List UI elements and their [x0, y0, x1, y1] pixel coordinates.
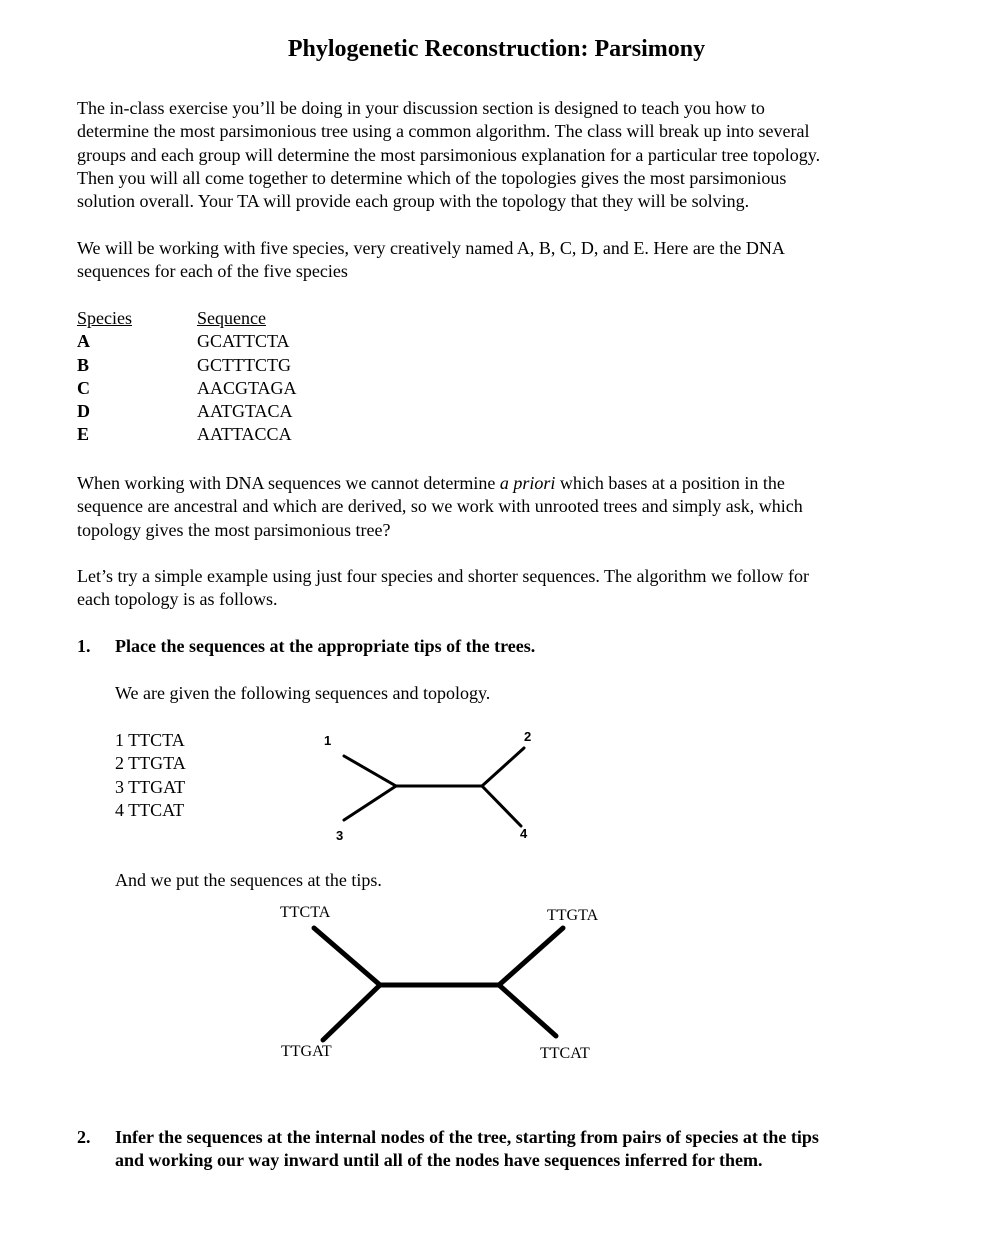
unrooted-line: topology gives the most parsimonious tree? — [77, 519, 391, 540]
page-title: Phylogenetic Reconstruction: Parsimony — [287, 36, 706, 62]
tip-label-2: 2 — [524, 729, 532, 744]
example-line: Let’s try a simple example using just four species and shorter sequences. The algorithm we follow for — [77, 566, 809, 586]
sequence-cell: GCTTTCTG — [197, 354, 291, 375]
species-cell: C — [77, 377, 90, 398]
species-cell: E — [77, 424, 90, 445]
tree-branch-ttgta — [499, 928, 563, 985]
intro-line: Then you will all come together to determine which of the topologies gives the most parsimonious — [77, 167, 787, 188]
unrooted-line: sequence are ancestral and which are derived, so we work with unrooted trees and simply ask, which — [77, 496, 803, 517]
a-priori-term: a priori — [499, 473, 556, 493]
step-2-text — [115, 1126, 819, 1173]
unrooted-line-start: When working with DNA sequences we cannot determine — [77, 473, 500, 493]
tip-sequence-1: TTCTA — [280, 904, 331, 921]
step-2-line: Infer the sequences at the internal nodes of the tree, starting from pairs of species at the tips — [115, 1127, 819, 1147]
tip-label-4: 4 — [520, 826, 528, 841]
example-line: each topology is as follows. — [77, 589, 278, 610]
sequence-cell: AATGTACA — [197, 401, 293, 422]
sequence-item: 2 TTGTA — [115, 753, 186, 774]
sequence-item: 1 TTCTA — [115, 730, 185, 750]
tree-branch-ttgat — [323, 985, 380, 1040]
species-cell: B — [77, 354, 90, 375]
tree-branch-ttcta — [314, 928, 380, 985]
step-1-number: 1. — [77, 636, 91, 656]
species-intro-line: We will be working with five species, very creatively named A, B, C, D, and E. Here are the DNA — [77, 238, 785, 258]
sequence-item: 4 TTCAT — [115, 799, 185, 820]
step-2-heading — [77, 1126, 917, 1173]
sequence-item: 3 TTGAT — [115, 776, 186, 797]
intro-line: groups and each group will determine the most parsimonious explanation for a particular tree topology. — [77, 144, 821, 165]
sequence-cell: AACGTAGA — [197, 377, 297, 398]
species-intro-line: sequences for each of the five species — [77, 261, 348, 282]
intro-line: The in-class exercise you’ll be doing in your discussion section is designed to teach you how to — [77, 98, 765, 118]
tip-sequence-3: TTGAT — [281, 1043, 332, 1060]
sequence-cell: GCATTCTA — [197, 331, 290, 352]
species-cell: D — [77, 401, 90, 422]
tip-label-3: 3 — [336, 828, 344, 843]
given-text: We are given the following sequences and topology. — [115, 683, 491, 703]
step-2-line: and working our way inward until all of the nodes have sequences inferred for them. — [115, 1150, 763, 1171]
unrooted-line-end: which bases at a position in the — [555, 473, 785, 493]
sequence-column-header: Sequence — [197, 308, 266, 328]
species-column-header: Species — [77, 308, 132, 328]
tip-sequence-4: TTCAT — [540, 1045, 590, 1062]
sequence-cell: AATTACCA — [197, 424, 292, 445]
tree-branch-ttcat — [499, 985, 556, 1036]
intro-line: determine the most parsimonious tree using a common algorithm. The class will break up into several — [77, 121, 810, 142]
intro-line: solution overall. Your TA will provide each group with the topology that they will be solving. — [77, 191, 750, 212]
tip-sequence-2: TTGTA — [547, 907, 599, 924]
step-2-number: 2. — [77, 1127, 91, 1147]
species-cell: A — [77, 331, 90, 352]
step-1-text: Place the sequences at the appropriate tips of the trees. — [115, 636, 536, 656]
put-text: And we put the sequences at the tips. — [115, 870, 382, 890]
tip-label-1: 1 — [324, 733, 332, 748]
